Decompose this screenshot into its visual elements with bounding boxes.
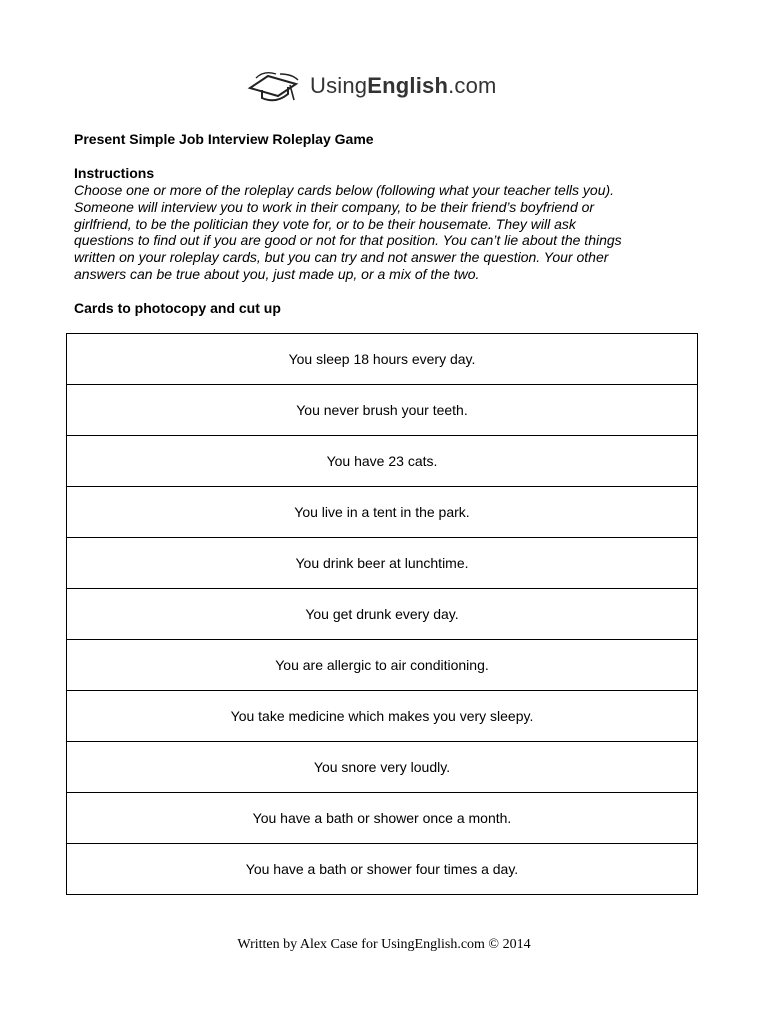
roleplay-card: You have 23 cats.	[67, 436, 697, 487]
roleplay-card: You never brush your teeth.	[67, 385, 697, 436]
logo-text-english: English	[367, 73, 449, 98]
roleplay-card: You take medicine which makes you very sleepy.	[67, 691, 697, 742]
roleplay-card: You live in a tent in the park.	[67, 487, 697, 538]
instructions-line: Someone will interview you to work in their company, to be their friend’s boyfriend or	[74, 198, 595, 215]
instructions-line: answers can be true about you, just made up, or a mix of the two.	[74, 265, 480, 282]
roleplay-card: You sleep 18 hours every day.	[67, 334, 697, 385]
instructions-text	[74, 182, 714, 283]
roleplay-card: You have a bath or shower once a month.	[67, 793, 697, 844]
footer-credit: Written by Alex Case for UsingEnglish.com © 2014	[237, 937, 531, 952]
roleplay-card: You get drunk every day.	[67, 589, 697, 640]
roleplay-card: You snore very loudly.	[67, 742, 697, 793]
site-logo	[246, 68, 497, 104]
instructions-line: girlfriend, to be the politician they vote for, or to be their housemate. They will ask	[74, 215, 576, 232]
logo-text	[310, 73, 497, 99]
instructions-line: written on your roleplay cards, but you can try and not answer the question. Your other	[74, 249, 609, 266]
instructions-line: questions to find out if you are good or not for that position. You can’t lie about the things	[74, 232, 622, 249]
instructions-heading: Instructions	[74, 165, 155, 181]
document-title: Present Simple Job Interview Roleplay Game	[74, 131, 374, 147]
roleplay-card: You are allergic to air conditioning.	[67, 640, 697, 691]
logo-text-using: Using	[310, 73, 368, 98]
graduation-cap-icon	[246, 68, 302, 104]
roleplay-card: You drink beer at lunchtime.	[67, 538, 697, 589]
instructions-line: Choose one or more of the roleplay cards below (following what your teacher tells you).	[74, 182, 615, 198]
cards-heading: Cards to photocopy and cut up	[74, 300, 281, 316]
roleplay-cards-table	[66, 333, 698, 895]
logo-text-dotcom: .com	[448, 73, 497, 98]
roleplay-card: You have a bath or shower four times a day.	[245, 861, 519, 877]
